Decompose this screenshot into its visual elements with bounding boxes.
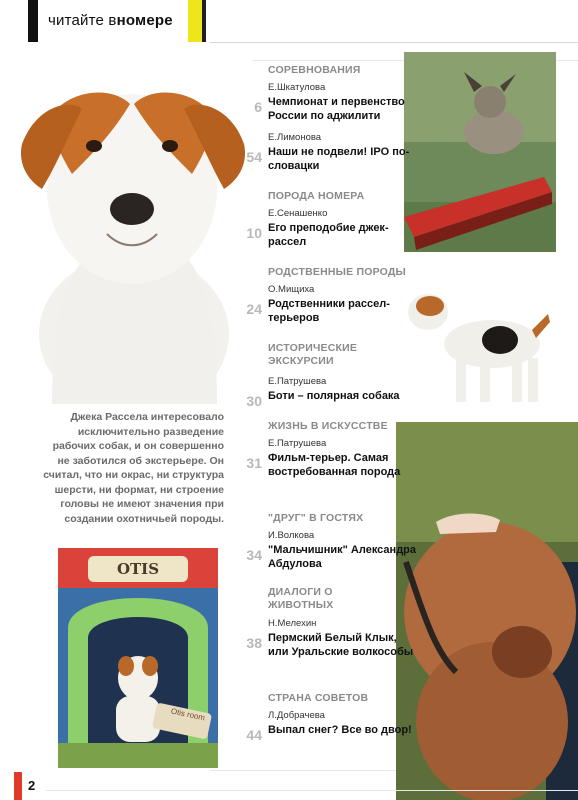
header-prefix: читайте в xyxy=(48,12,117,29)
toc-page-number: 10 xyxy=(246,225,262,241)
toc-author: О.Мищиха xyxy=(268,284,315,295)
toc-title: Фильм-терьер. Самая востребованная порода xyxy=(268,452,401,478)
toc-title: Боти – полярная собака xyxy=(268,390,400,402)
toc-author: Е.Патрушева xyxy=(268,376,327,387)
toc-author: Е.Сенашенко xyxy=(268,208,328,219)
dogue-de-bordeaux-photo xyxy=(396,422,578,800)
section-heading: "ДРУГ" В ГОСТЯХ xyxy=(268,512,364,524)
toc-page-number: 54 xyxy=(246,149,262,165)
toc-title: Наши не подвели! IPO по-словацки xyxy=(268,146,410,172)
section-heading: ЖИЗНЬ В ИСКУССТВЕ xyxy=(268,420,388,432)
toc-page-number: 44 xyxy=(246,727,262,743)
otis-sign: OTIS xyxy=(116,560,160,578)
agility-dog-photo xyxy=(404,52,556,252)
toc-author: Л.Добрачева xyxy=(268,710,325,721)
toc-author: Е.Шкатулова xyxy=(268,82,326,93)
toc-author: Е.Лимонова xyxy=(268,132,322,143)
header-title-bold: номере xyxy=(116,12,173,29)
footer-red-bar xyxy=(14,772,22,800)
toc-page-number: 34 xyxy=(246,547,262,563)
header-yellow-bar xyxy=(188,0,202,42)
section-heading: РОДСТВЕННЫЕ ПОРОДЫ xyxy=(268,266,407,278)
page-number: 2 xyxy=(28,778,36,793)
section-heading: ПОРОДА НОМЕРА xyxy=(268,190,365,202)
toc-page-number: 6 xyxy=(254,99,262,115)
header-black-bar xyxy=(28,0,38,42)
toc-page-number: 24 xyxy=(246,301,262,317)
section-heading: ДИАЛОГИ О ЖИВОТНЫХ xyxy=(268,586,334,611)
toc-author: И.Волкова xyxy=(268,530,315,541)
toc-title: Пермский Белый Клык, или Уральские волкособы xyxy=(268,632,414,658)
toc-title: Чемпионат и первенство России по аджилити xyxy=(268,96,405,122)
toc-title: Выпал снег? Все во двор! xyxy=(268,724,412,736)
section-heading: СТРАНА СОВЕТОВ xyxy=(268,692,369,704)
toc-page-number: 30 xyxy=(246,393,262,409)
otis-room-plaque: Otis room xyxy=(170,706,206,723)
toc-title: Его преподобие джек-рассел xyxy=(268,222,389,248)
section-heading: СОРЕВНОВАНИЯ xyxy=(268,64,361,76)
toc-page-number: 31 xyxy=(246,455,262,471)
section-heading: ИСТОРИЧЕСКИЕ ЭКСКУРСИИ xyxy=(268,342,358,367)
jack-russell-photo xyxy=(12,44,252,404)
photo-caption: Джека Рассела интересовало исключительно разведение рабочих собак, и он совершенно не заботился об экстерьере. Он считал, что ни окрас, ни структура шерсти, ни формат, ни строение головы не имеют значения при создании охотничьей породы. xyxy=(43,411,224,525)
toc-title: Родственники рассел-терьеров xyxy=(268,298,390,324)
fox-terrier-photo xyxy=(400,282,570,412)
header-rule xyxy=(210,0,578,43)
toc-page-number: 38 xyxy=(246,635,262,651)
toc-author: Н.Мелехин xyxy=(268,618,317,629)
footer-rule xyxy=(46,790,578,791)
page-header xyxy=(0,0,578,42)
otis-photo xyxy=(58,548,218,768)
toc-author: Е.Патрушева xyxy=(268,438,327,449)
header-dark-bar xyxy=(202,0,206,42)
toc-title: "Мальчишник" Александра Абдулова xyxy=(268,544,417,570)
header-title xyxy=(48,12,173,29)
